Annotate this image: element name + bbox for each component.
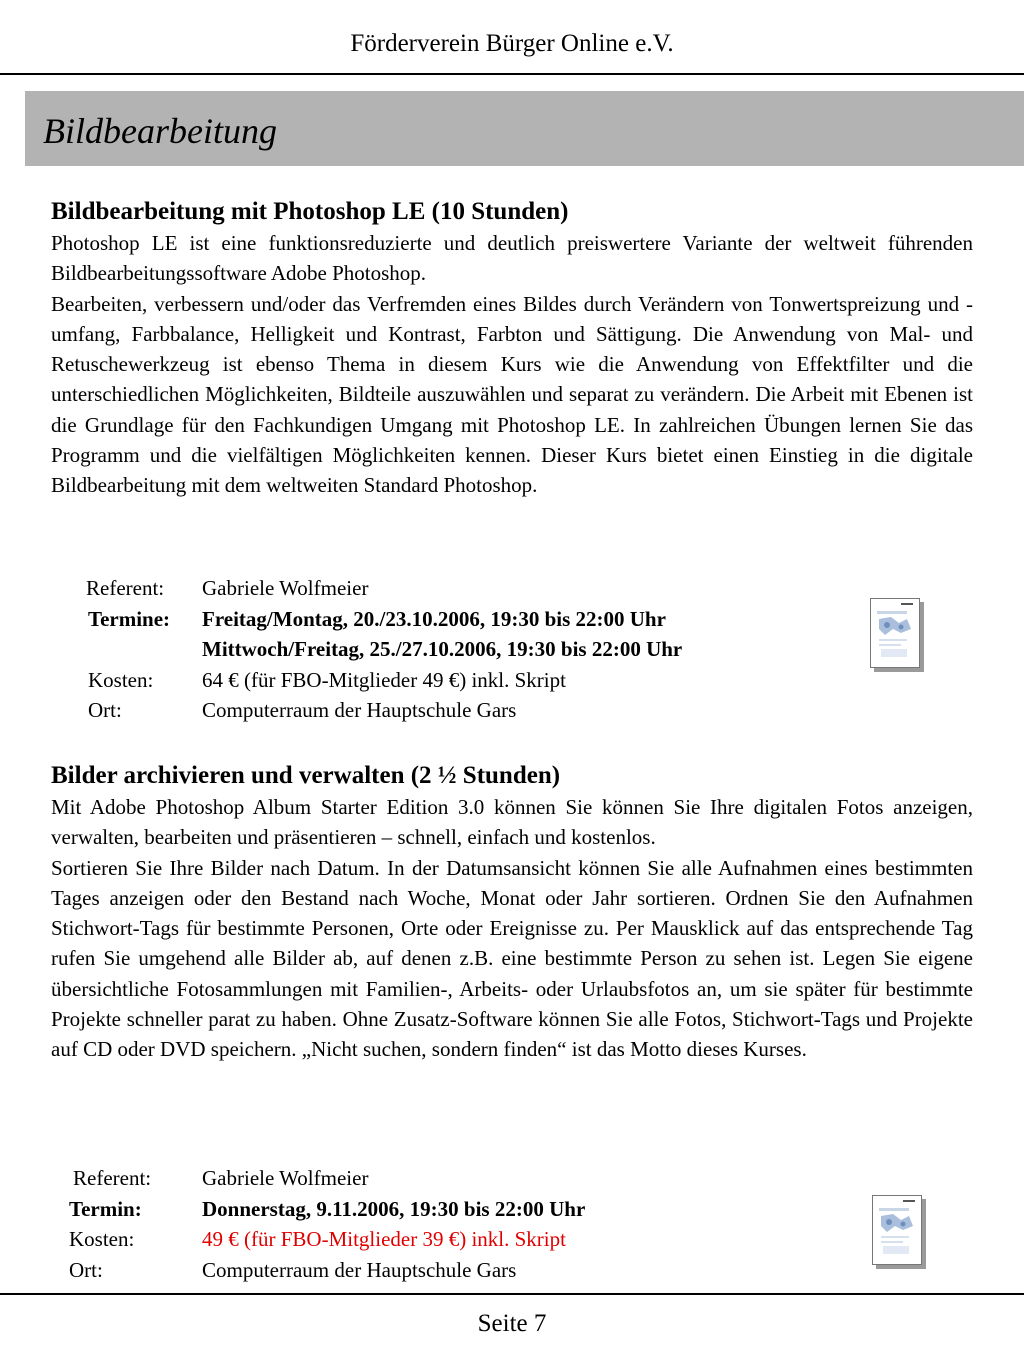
course-description-paragraph: Sortieren Sie Ihre Bilder nach Datum. In der Datumsansicht können Sie alle Aufnahmen eines bestimmten Tages anzeigen oder den Bestand nach Woche, Monat oder Jahr sortieren. Ordnen Sie den Aufnahmen Stichwort-Tags für bestimmte Personen, Orte oder Ereignisse zu. Per Mausklick auf das entsprechende Tag rufen Sie umgehend alle Bilder ab, auf denen z.B. eine bestimmte Person zu sehen ist. Legen Sie eigene übersichtliche Fotosammlungen mit Familien-, Arbeits- oder Urlaubsfotos an, um sie später für bestimmte Projekte schneller parat zu haben. Ohne Zusatz-Software können Sie alle Fotos, Stichwort-Tags und Projekte auf CD oder DVD speichern. „Nicht suchen, sondern finden“ ist das Motto dieses Kurses. — [51, 855, 973, 1062]
footer-divider — [0, 1293, 1024, 1295]
referent-label: Referent: — [86, 576, 165, 600]
termine-label: Termine: — [88, 606, 171, 631]
course-heading: Bilder archivieren und verwalten (2 ½ Stunden) — [51, 762, 561, 789]
details-row-termine — [0, 604, 860, 665]
referent-value: Gabriele Wolfmeier — [202, 576, 369, 600]
page-number: Seite 7 — [477, 1310, 547, 1337]
document-thumbnail-icon — [870, 598, 920, 668]
course-photoshop-le — [51, 196, 973, 501]
termine-value-1: Freitag/Montag, 20./23.10.2006, 19:30 bis 22:00 Uhr — [202, 606, 666, 631]
details-row-kosten — [0, 1224, 860, 1255]
page-header-title: Förderverein Bürger Online e.V. — [350, 30, 674, 57]
kosten-value: 49 € (für FBO-Mitglieder 39 €) inkl. Skript — [202, 1227, 566, 1252]
course-description-paragraph: Bearbeiten, verbessern und/oder das Verfremden eines Bildes durch Verändern von Tonwertspreizung und -umfang, Farbbalance, Helligkeit und Kontrast, Farbton und Sättigung. Die Anwendung von Mal- und Retuschewerkzeug ist ebenso Thema in diesem Kurs wie die Anwendung von Effektfilter und die unterschiedlichen Möglichkeiten, Bildteile auszuwählen und separat zu verändern. Die Arbeit mit Ebenen ist die Grundlage für den Fachkundigen Umgang mit Photoshop LE. In zahlreichen Übungen lernen Sie das Programm und die vielfältigen Möglichkeiten kennen. Dieser Kurs bietet einen Einstieg in die digitale Bildbearbeitung mit dem weltweiten Standard Photoshop. — [51, 291, 973, 498]
header-divider — [0, 73, 1024, 75]
section-banner — [25, 91, 1024, 166]
ort-value: Computerraum der Hauptschule Gars — [202, 698, 517, 723]
kosten-label: Kosten: — [69, 1227, 135, 1252]
course-intro-paragraph: Mit Adobe Photoshop Album Starter Edition 3.0 können Sie können Sie Ihre digitalen Fotos anzeigen, verwalten, bearbeiten und präsentieren – schnell, einfach und kostenlos. — [51, 795, 973, 850]
details-row-referent — [0, 573, 860, 604]
referent-label: Referent: — [73, 1166, 152, 1190]
course-heading: Bildbearbeitung mit Photoshop LE (10 Stunden) — [51, 198, 569, 225]
details-row-kosten — [0, 665, 860, 696]
details-row-ort — [0, 695, 860, 726]
course-intro-paragraph: Photoshop LE ist eine funktionsreduzierte und deutlich preiswertere Variante der weltweit führenden Bildbearbeitungssoftware Adobe Photoshop. — [51, 231, 973, 286]
kosten-label: Kosten: — [88, 667, 154, 692]
details-row-ort — [0, 1255, 860, 1286]
kosten-value: 64 € (für FBO-Mitglieder 49 €) inkl. Skript — [202, 667, 566, 692]
termine-value-2: Mittwoch/Freitag, 25./27.10.2006, 19:30 bis 22:00 Uhr — [202, 637, 683, 662]
referent-value: Gabriele Wolfmeier — [202, 1166, 369, 1190]
details-row-referent — [0, 1163, 860, 1194]
course-bilder-archivieren — [51, 760, 973, 1065]
course-details-table — [0, 1163, 860, 1285]
banner-title: Bildbearbeitung — [43, 111, 277, 151]
course-details-table — [0, 573, 860, 726]
ort-value: Computerraum der Hauptschule Gars — [202, 1257, 517, 1282]
document-thumbnail-icon — [872, 1195, 922, 1265]
termin-label: Termin: — [69, 1196, 142, 1221]
termin-value: Donnerstag, 9.11.2006, 19:30 bis 22:00 Uhr — [202, 1196, 586, 1221]
ort-label: Ort: — [69, 1257, 103, 1282]
details-row-termin — [0, 1194, 860, 1225]
ort-label: Ort: — [88, 698, 122, 723]
